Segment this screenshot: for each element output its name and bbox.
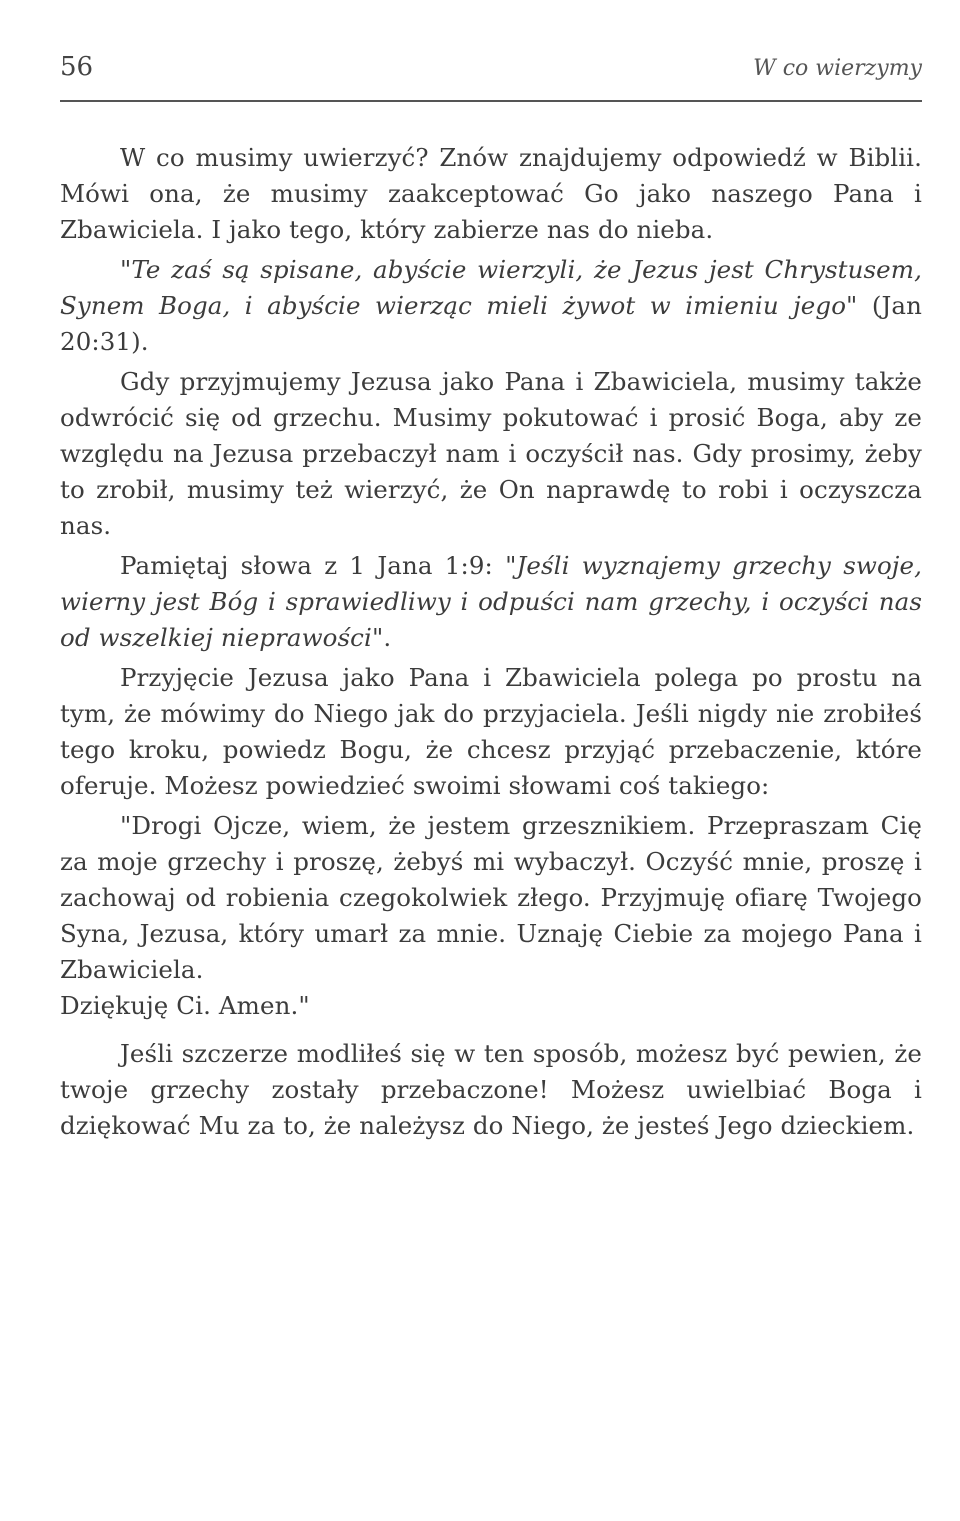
paragraph-1: W co musimy uwierzyć? Znów znajdujemy odpowiedź w Biblii. Mówi ona, że musimy zaakceptować Go jako naszego Pana i Zbawiciela. I jako tego, który zabierze nas do nieba. (60, 143, 922, 244)
scripture-reference-jan: (Jan 20:31). (60, 291, 922, 356)
body-text (60, 140, 922, 1148)
scripture-intro: Pamiętaj słowa z 1 Jana 1:9: (120, 551, 506, 580)
paragraph-3: Gdy przyjmujemy Jezusa jako Pana i Zbawiciela, musimy także odwrócić się od grzechu. Musimy pokutować i prosić Boga, aby ze względu na Jezusa przebaczył nam i oczyścił nas. Gdy prosimy, żeby to zrobił, musimy też wierzyć, że On naprawdę to robi i oczyszcza nas. (60, 367, 922, 540)
page-number: 56 (60, 52, 94, 82)
paragraph-4-end: . (383, 623, 392, 652)
prayer-text: "Drogi Ojcze, wiem, że jestem grzesznikiem. Przepraszam Cię za moje grzechy i proszę, żebyś mi wybaczył. Oczyść mnie, proszę i zachowaj od robienia czegokolwiek złego. Przyjmuję ofiarę Twojego Syna, Jezusa, który umarł za mnie. Uznaję Ciebie za mojego Pana i Zbawiciela. (60, 811, 922, 984)
running-head: W co wierzymy (753, 56, 922, 81)
header-rule (60, 100, 922, 102)
paragraph-2 (60, 252, 922, 360)
page-header (60, 52, 922, 92)
scripture-quote-1jana: "Jeśli wyznajemy grzechy swoje, wierny jest Bóg i sprawiedliwy i odpuści nam grzechy, i oczyści nas od wszelkiej nieprawości" (60, 551, 922, 652)
paragraph-5: Przyjęcie Jezusa jako Pana i Zbawiciela polega po prostu na tym, że mówimy do Niego jak do przyjaciela. Jeśli nigdy nie zrobiłeś tego kroku, powiedz Bogu, że chcesz przyjąć przebaczenie, które oferuje. Możesz powiedzieć swoimi słowami coś takiego: (60, 663, 922, 800)
paragraph-4 (60, 548, 922, 656)
paragraph-6: Jeśli szczerze modliłeś się w ten sposób, możesz być pewien, że twoje grzechy zostały przebaczone! Możesz uwielbiać Boga i dziękować Mu za to, że należysz do Niego, że jesteś Jego dzieckiem. (60, 1039, 922, 1140)
prayer-closing: Dziękuję Ci. Amen." (60, 991, 310, 1020)
scripture-quote-jan: "Te zaś są spisane, abyście wierzyli, że Jezus jest Chrystusem, Synem Boga, i abyście wierząc mieli żywot w imieniu jego" (60, 255, 922, 320)
